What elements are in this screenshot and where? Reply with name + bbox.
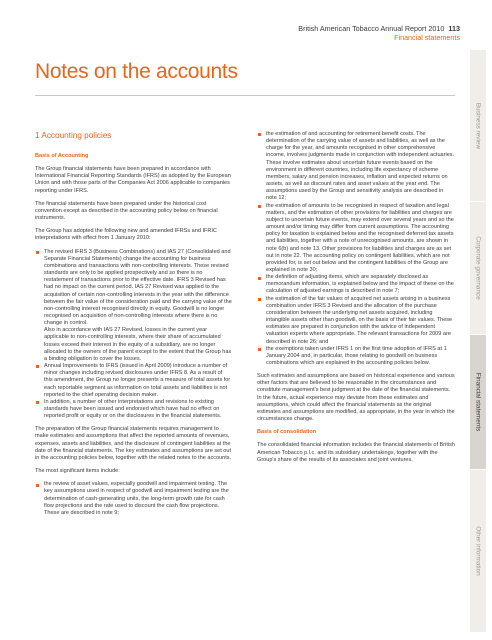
paragraph: Such estimates and assumptions are based on historical experience and various other factors that are believed to be reasonable in the circumstances and constitute management's best judgment at the date of the financial statements. In the future, actual experience may deviate from these estimates and assumptions, which could affect the financial statements as the original estimates and assumptions are modified, as appropriate, in the year in which the circumstances change. <box>257 373 455 423</box>
paragraph: The preparation of the Group financial statements requires management to make estimates and assumptions that affect the reported amounts of revenues, expenses, assets and liabilities, and the disclosure of contingent liabilities at the date of the financial statements. The key estimates and assumptions are set out in the accounting policies below, together with the related notes to the accounts. <box>35 426 232 461</box>
bullet-list <box>257 131 455 367</box>
sidebar-tab-corporate-governance[interactable] <box>470 202 486 335</box>
sidebar-tab-business-review[interactable] <box>470 50 486 202</box>
list-item: the exemptions taken under IFRS 1 on the first time adoption of IFRS at 1 January 2004 and, in particular, those relating to goodwill on business combinations which are explained in the accounting policies below. <box>257 346 455 367</box>
sidebar-tab-label: Corporate governance <box>474 236 482 300</box>
list-item: the estimation of amounts to be recognised in respect of taxation and legal matters, and the estimation of other provisions for liabilities and charges are subject to uncertain future events, may extend over several years and so the amount and/or timing may differ from current assumptions. The accounting policy for taxation is explained below and the recognised deferred tax assets and liabilities, together with a note of unrecognised amounts, are shown in note 6(b) and note 13. Other provisions for liabilities and charges are as set out in note 22. The accounting policy on contingent liabilities, which are not provided for, is set out below and the contingent liabilities of the Group are explained in note 30; <box>257 203 455 275</box>
subheading-basis-of-consolidation: Basis of consolidation <box>257 429 317 436</box>
sidebar-tab-label: Financial statements <box>474 372 482 432</box>
page-header <box>298 24 460 42</box>
sidebar-tab-label: Other information <box>474 526 482 576</box>
paragraph: The financial statements have been prepared under the historical cost convention except as described in the accounting policy below on financial instruments. <box>35 200 218 222</box>
page-number: 113 <box>448 24 460 33</box>
sidebar-tab-other-information[interactable] <box>470 470 486 633</box>
bullet-list <box>35 481 232 517</box>
sidebar-tab-label: Business review <box>474 102 482 149</box>
right-column <box>257 131 455 470</box>
report-title: British American Tobacco Annual Report 2010 <box>298 24 445 33</box>
title-divider <box>35 95 455 96</box>
list-item: Annual Improvements to IFRS (issued in April 2009) introduce a number of minor changes including revised disclosures under IFRS 8. As a result of this amendment, the Group no longer presents a measure of total assets for each reportable segment as information on total assets and liabilities is not reported to the chief operating decision maker. <box>35 363 232 399</box>
section-sidebar <box>470 50 486 632</box>
list-item: the estimation of the fair values of acquired net assets arising in a business combination under IFRS 3 Revised and the allocation of the purchase consideration between the underlying net assets acquired, including intangible assets other than goodwill, on the basis of their fair values. These estimates are prepared in conjunction with the advice of independent valuation experts where appropriate. The relevant transactions for 2009 are described in note 26; and <box>257 296 455 346</box>
left-column <box>35 131 232 523</box>
list-item: the definition of adjusting items, which are separately disclosed as memorandum information, is explained below and the impact of these on the calculation of adjusted earnings is described in note 7; <box>257 274 455 295</box>
sidebar-tab-financial-statements[interactable] <box>470 335 486 470</box>
header-section: Financial statements <box>394 33 460 42</box>
list-item: the estimation of and accounting for retirement benefit costs. The determination of the carrying value of assets and liabilities, as well as the charge for the year, and amounts recognised in other comprehensive income, involves judgments made in conjunction with independent actuaries. These involve estimates about uncertain future events based on the environment in different countries, including life expectancy of scheme members, salary and pension increases, inflation and expected returns on assets, as well as discount rates and asset values at the year end. The assumptions used by the Group and sensitivity analysis are described in note 12; <box>257 131 455 203</box>
list-item: The revised IFRS 3 (Business Combinations) and IAS 27 (Consolidated and Separate Financial Statements) change the accounting for business combinations and transactions with non-controlling interests. These revised standards are only to be applied prospectively and so there is no restatement of transactions prior to the effective date. IFRS 3 Revised has had no impact on the current period. IAS 27 Revised was applied to the acquisition of certain non-controlling interests in the year with the difference between the fair value of the consideration paid and the carrying value of the non-controlling interest recognised directly in equity. Goodwill is no longer recognised on acquisition of non-controlling interests where there is no change in control. Also in accordance with IAS 27 Revised, losses in the current year applicable to non-controlling interests, where their share of accumulated losses exceed their interest in the equity of a subsidiary, are no longer allocated to the owners of the parent except to the extent that the Group has a binding obligation to cover the losses. <box>35 249 232 364</box>
paragraph: The Group has adopted the following new and amended IFRSs and IFRIC interpretations with effect from 1 January 2010: <box>35 228 217 242</box>
list-item: the review of asset values, especially goodwill and impairment testing. The key assumptions used in respect of goodwill and impairment testing are the determination of cash-generating units, the long-term growth rate for cash flow projections and the rate used to discount the cash flow projections. These are described in note 9; <box>35 481 232 517</box>
list-item: In addition, a number of other interpretations and revisions to existing standards have been issued and endorsed which have had no effect on reported profit or equity or on the disclosures in the financial statements. <box>35 399 232 420</box>
bullet-list <box>35 249 232 421</box>
page-title: Notes on the accounts <box>35 60 238 83</box>
section-heading: 1 Accounting policies <box>35 131 112 140</box>
paragraph: The Group financial statements have been prepared in accordance with International Financial Reporting Standards (IFRS) as adopted by the European Union and with those parts of the Companies Act 2006 applicable to companies reporting under IFRS. <box>35 166 231 194</box>
subheading-basis-of-accounting: Basis of Accounting <box>35 153 89 159</box>
paragraph: The consolidated financial information includes the financial statements of British American Tobacco p.l.c. and its subsidiary undertakings, together with the Group's share of the results of its associates and joint ventures. <box>257 442 455 463</box>
paragraph: The most significant items include: <box>35 468 120 475</box>
